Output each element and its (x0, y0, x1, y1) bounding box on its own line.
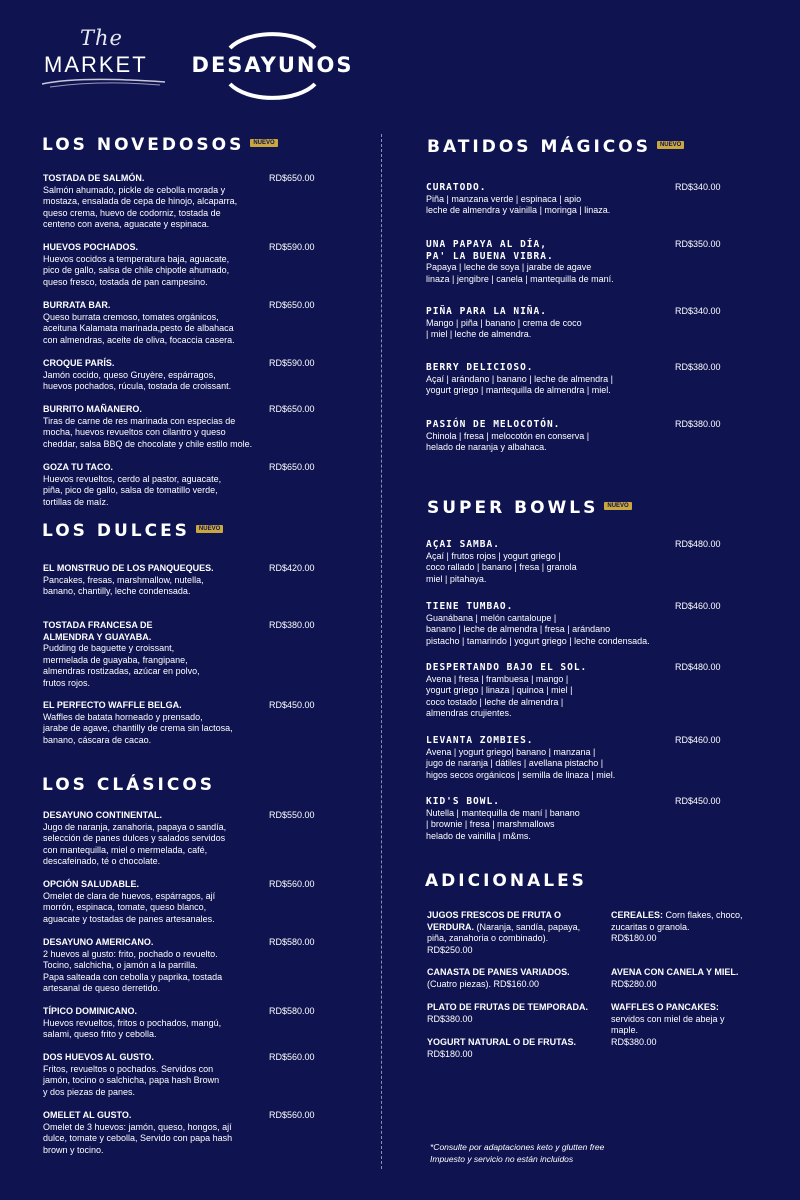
item-name: BURRATA BAR. (43, 300, 111, 310)
item-price: RD$560.00 (269, 1052, 315, 1062)
menu-item (43, 620, 200, 689)
menu-item (43, 810, 226, 868)
item-description: Huevos revueltos, fritos o pochados, mangú, salami, queso frito y cebolla. (43, 1017, 222, 1039)
item-description: Tiras de carne de res marinada con especias de mocha, huevos revueltos con cilantro y queso cheddar, salsa BBQ de chocolate y chile estilo mole. (43, 415, 253, 449)
item-name: AÇAI SAMBA. (426, 539, 500, 550)
item-name: DESAYUNO CONTINENTAL. (43, 810, 163, 820)
menu-item (43, 300, 235, 346)
item-name: EL MONSTRUO DE LOS PANQUEQUES. (43, 563, 214, 573)
menu-item (43, 358, 231, 393)
menu-item (43, 1110, 232, 1156)
menu-item (43, 700, 233, 746)
item-price: RD$340.00 (675, 182, 721, 192)
nuevo-badge: NUEVO (657, 141, 684, 149)
item-price: RD$650.00 (269, 300, 315, 310)
heading-text: LOS NOVEDOSOS (42, 135, 245, 155)
item-name: TIENE TUMBAO. (426, 601, 514, 612)
item-price: RD$550.00 (269, 810, 315, 820)
extra-name: PLATO DE FRUTAS DE TEMPORADA. (427, 1002, 589, 1012)
menu-item (426, 306, 582, 341)
item-description: Nutella | mantequilla de maní | banano | brownie | fresa | marshmallows helado de vainilla | m&ms. (426, 807, 580, 841)
extra-description: RD$180.00 (427, 1048, 473, 1059)
item-price: RD$590.00 (269, 358, 315, 368)
extra-name: AVENA CON CANELA Y MIEL. (611, 967, 739, 977)
item-price: RD$650.00 (269, 404, 315, 414)
section-heading-bowls (427, 498, 632, 518)
item-price: RD$380.00 (675, 362, 721, 372)
menu-item (43, 173, 237, 231)
item-price: RD$650.00 (269, 462, 315, 472)
item-description: Chinola | fresa | melocotón en conserva | helado de naranja y albahaca. (426, 430, 590, 452)
item-description: Fritos, revueltos o pochados. Servidos con jamón, tocino o salchicha, papa hash Brown y dos piezas de panes. (43, 1063, 220, 1097)
menu-item (43, 404, 252, 450)
item-description: Salmón ahumado, pickle de cebolla morada y mostaza, ensalada de cepa de hinojo, alcaparra, queso crema, huevo de codorniz, tostada de centeno con avena, aguacate y espinaca. (43, 184, 238, 229)
item-price: RD$650.00 (269, 173, 315, 183)
extra-description: RD$380.00 (427, 1013, 473, 1024)
menu-item (43, 563, 214, 598)
menu-item (426, 239, 614, 285)
item-name: DOS HUEVOS AL GUSTO. (43, 1052, 154, 1062)
item-price: RD$460.00 (675, 735, 721, 745)
item-price: RD$590.00 (269, 242, 315, 252)
item-name: KID'S BOWL. (426, 796, 500, 807)
extra-description: servidos con miel de abeja y maple. RD$380.00 (611, 1013, 725, 1047)
item-price: RD$350.00 (675, 239, 721, 249)
item-description: Huevos revueltos, cerdo al pastor, aguacate, piña, pico de gallo, salsa de tomatillo verde, tortillas de maíz. (43, 473, 222, 507)
item-name: GOZA TU TACO. (43, 462, 113, 472)
menu-item (43, 462, 221, 508)
nuevo-badge: NUEVO (604, 502, 631, 510)
item-description: Jugo de naranja, zanahoria, papaya o sandía, selección de panes dulces y salados servidos con mantequilla, miel o mermelada, café, descafeinado, té o chocolate. (43, 821, 227, 866)
extra-description: RD$280.00 (611, 978, 657, 989)
item-description: Açaí | arándano | banano | leche de almendra | yogurt griego | mantequilla de almendra | miel. (426, 373, 613, 395)
item-price: RD$380.00 (269, 620, 315, 630)
menu-item (43, 1006, 221, 1041)
extra-item (611, 967, 761, 990)
logo-script-text: The (80, 26, 123, 50)
item-description: Papaya | leche de soya | jarabe de agave linaza | jengibre | canela | mantequilla de maní. (426, 262, 614, 284)
menu-item (426, 601, 650, 647)
item-description: Pudding de baguette y croissant, mermelada de guayaba, frangipane, almendras rostizadas, azúcar en polvo, frutos rojos. (43, 643, 200, 688)
extra-item (427, 967, 607, 990)
column-divider (381, 134, 382, 1169)
item-price: RD$340.00 (675, 306, 721, 316)
menu-item (426, 539, 577, 585)
item-name: UNA PAPAYA AL DÍA, PA' LA BUENA VIBRA. (426, 239, 554, 262)
extra-name: CEREALES: (611, 910, 664, 920)
extra-item (427, 1002, 607, 1025)
item-name: OPCIÓN SALUDABLE. (43, 879, 140, 889)
heading-text: SUPER BOWLS (427, 498, 599, 518)
extra-item (611, 910, 761, 945)
menu-item (43, 1052, 219, 1098)
item-name: BERRY DELICIOSO. (426, 362, 534, 373)
item-name: CURATODO. (426, 182, 487, 193)
item-price: RD$380.00 (675, 419, 721, 429)
item-price: RD$480.00 (675, 662, 721, 672)
heading-text: ADICIONALES (425, 871, 587, 891)
extra-item (611, 1002, 761, 1048)
item-name: DESPERTANDO BAJO EL SOL. (426, 662, 588, 673)
item-price: RD$580.00 (269, 1006, 315, 1016)
menu-item (43, 879, 215, 925)
item-name: LEVANTA ZOMBIES. (426, 735, 534, 746)
item-name: OMELET AL GUSTO. (43, 1110, 132, 1120)
extra-description: Corn flakes, choco, zucaritas o granola. RD$180.00 (611, 910, 743, 943)
item-price: RD$560.00 (269, 1110, 315, 1120)
section-heading-novedosos (42, 135, 278, 155)
menu-item (426, 182, 610, 217)
item-name: HUEVOS POCHADOS. (43, 242, 139, 252)
heading-text: LOS CLÁSICOS (42, 775, 216, 795)
item-name: BURRITO MAÑANERO. (43, 404, 142, 414)
item-description: Avena | fresa | frambuesa | mango | yogurt griego | linaza | quinoa | miel | coco tostado | leche de almendra | almendras crujientes. (426, 673, 573, 718)
item-name: CROQUE PARÍS. (43, 358, 115, 368)
section-heading-clasicos (42, 775, 215, 795)
item-description: Mango | piña | banano | crema de coco | miel | leche de almendra. (426, 317, 582, 339)
menu-item (426, 796, 580, 842)
item-name: DESAYUNO AMERICANO. (43, 937, 154, 947)
item-description: Omelet de 3 huevos: jamón, queso, hongos, ají dulce, tomate y cebolla, Servido con papa hash brown y tocino. (43, 1121, 233, 1155)
item-price: RD$420.00 (269, 563, 315, 573)
item-price: RD$460.00 (675, 601, 721, 611)
item-name: PIÑA PARA LA NIÑA. (426, 306, 547, 317)
item-name: PASIÓN DE MELOCOTÓN. (426, 419, 561, 430)
extra-name: JUGOS FRESCOS DE FRUTA O VERDURA. (427, 910, 562, 932)
extra-item (427, 910, 607, 956)
item-price: RD$450.00 (269, 700, 315, 710)
item-description: Omelet de clara de huevos, espárragos, ají morrón, espinaca, tomate, queso blanco, aguacate y tostadas de panes artesanales. (43, 890, 216, 924)
logo-swoosh-icon (40, 74, 170, 90)
item-description: Huevos cocidos a temperatura baja, aguacate, pico de gallo, salsa de chile chipotle ahumado, queso fresco, tostada de pan campesino. (43, 253, 230, 287)
menu-item (426, 735, 615, 781)
item-price: RD$450.00 (675, 796, 721, 806)
section-heading-batidos (427, 137, 684, 157)
item-description: 2 huevos al gusto: frito, pochado o revuelto. Tocino, salchicha, o jamón a la parrilla. Papa salteada con cebolla y paprika, tostada artesanal de queso derretido. (43, 948, 223, 993)
menu-item (426, 419, 589, 454)
nuevo-badge: NUEVO (196, 525, 223, 533)
page-title: DESAYUNOS (191, 53, 354, 77)
item-price: RD$560.00 (269, 879, 315, 889)
menu-item (426, 662, 587, 720)
item-description: Jamón cocido, queso Gruyère, espárragos, huevos pochados, rúcula, tostada de croissant. (43, 369, 232, 391)
extra-description: (Naranja, sandía, papaya, piña, zanahoria o combinado). RD$250.00 (427, 921, 581, 955)
item-name: EL PERFECTO WAFFLE BELGA. (43, 700, 182, 710)
item-price: RD$580.00 (269, 937, 315, 947)
extra-name: CANASTA DE PANES VARIADOS. (427, 967, 570, 977)
item-name: TOSTADA FRANCESA DE ALMENDRA Y GUAYABA. (43, 620, 153, 642)
menu-item (43, 937, 222, 995)
item-name: TOSTADA DE SALMÓN. (43, 173, 145, 183)
logo-word-text: MARKET (44, 52, 148, 77)
extra-item (427, 1037, 607, 1060)
item-description: Waffles de batata horneado y prensado, jarabe de agave, chantilly de crema sin lactosa, banano, cáscara de cacao. (43, 711, 233, 745)
item-price: RD$480.00 (675, 539, 721, 549)
item-description: Avena | yogurt griego| banano | manzana | jugo de naranja | dátiles | avellana pistacho | higos secos orgánicos | semilla de linaza | miel. (426, 746, 616, 780)
footnote: *Consulte por adaptaciones keto y glutten free Impuesto y servicio no están incluidos (430, 1142, 605, 1164)
heading-text: BATIDOS MÁGICOS (427, 137, 651, 157)
item-description: Açaí | frutos rojos | yogurt griego | coco rallado | banano | fresa | granola miel | pitahaya. (426, 550, 577, 584)
item-description: Queso burrata cremoso, tomates orgánicos, aceituna Kalamata marinada,pesto de albahaca con almendras, aceite de oliva, focaccia casera. (43, 311, 235, 345)
item-name: TÍPICO DOMINICANO. (43, 1006, 137, 1016)
item-description: Guanábana | melón cantaloupe | banano | leche de almendra | fresa | arándano pistacho | tamarindo | yogurt griego | leche condensada. (426, 612, 650, 646)
the-market-logo (40, 24, 170, 94)
section-heading-dulces (42, 521, 223, 541)
extra-name: YOGURT NATURAL O DE FRUTAS. (427, 1037, 576, 1047)
menu-item (426, 362, 613, 397)
section-heading-adicionales (425, 871, 587, 891)
extra-name: WAFFLES O PANCAKES: (611, 1002, 719, 1012)
heading-text: LOS DULCES (42, 521, 190, 541)
item-description: Piña | manzana verde | espinaca | apio leche de almendra y vainilla | moringa | linaza. (426, 193, 611, 215)
menu-item (43, 242, 229, 288)
page-title-block (185, 22, 360, 108)
extra-description: (Cuatro piezas). RD$160.00 (427, 978, 540, 989)
nuevo-badge: NUEVO (250, 139, 277, 147)
item-description: Pancakes, fresas, marshmallow, nutella, banano, chantilly, leche condensada. (43, 574, 204, 596)
